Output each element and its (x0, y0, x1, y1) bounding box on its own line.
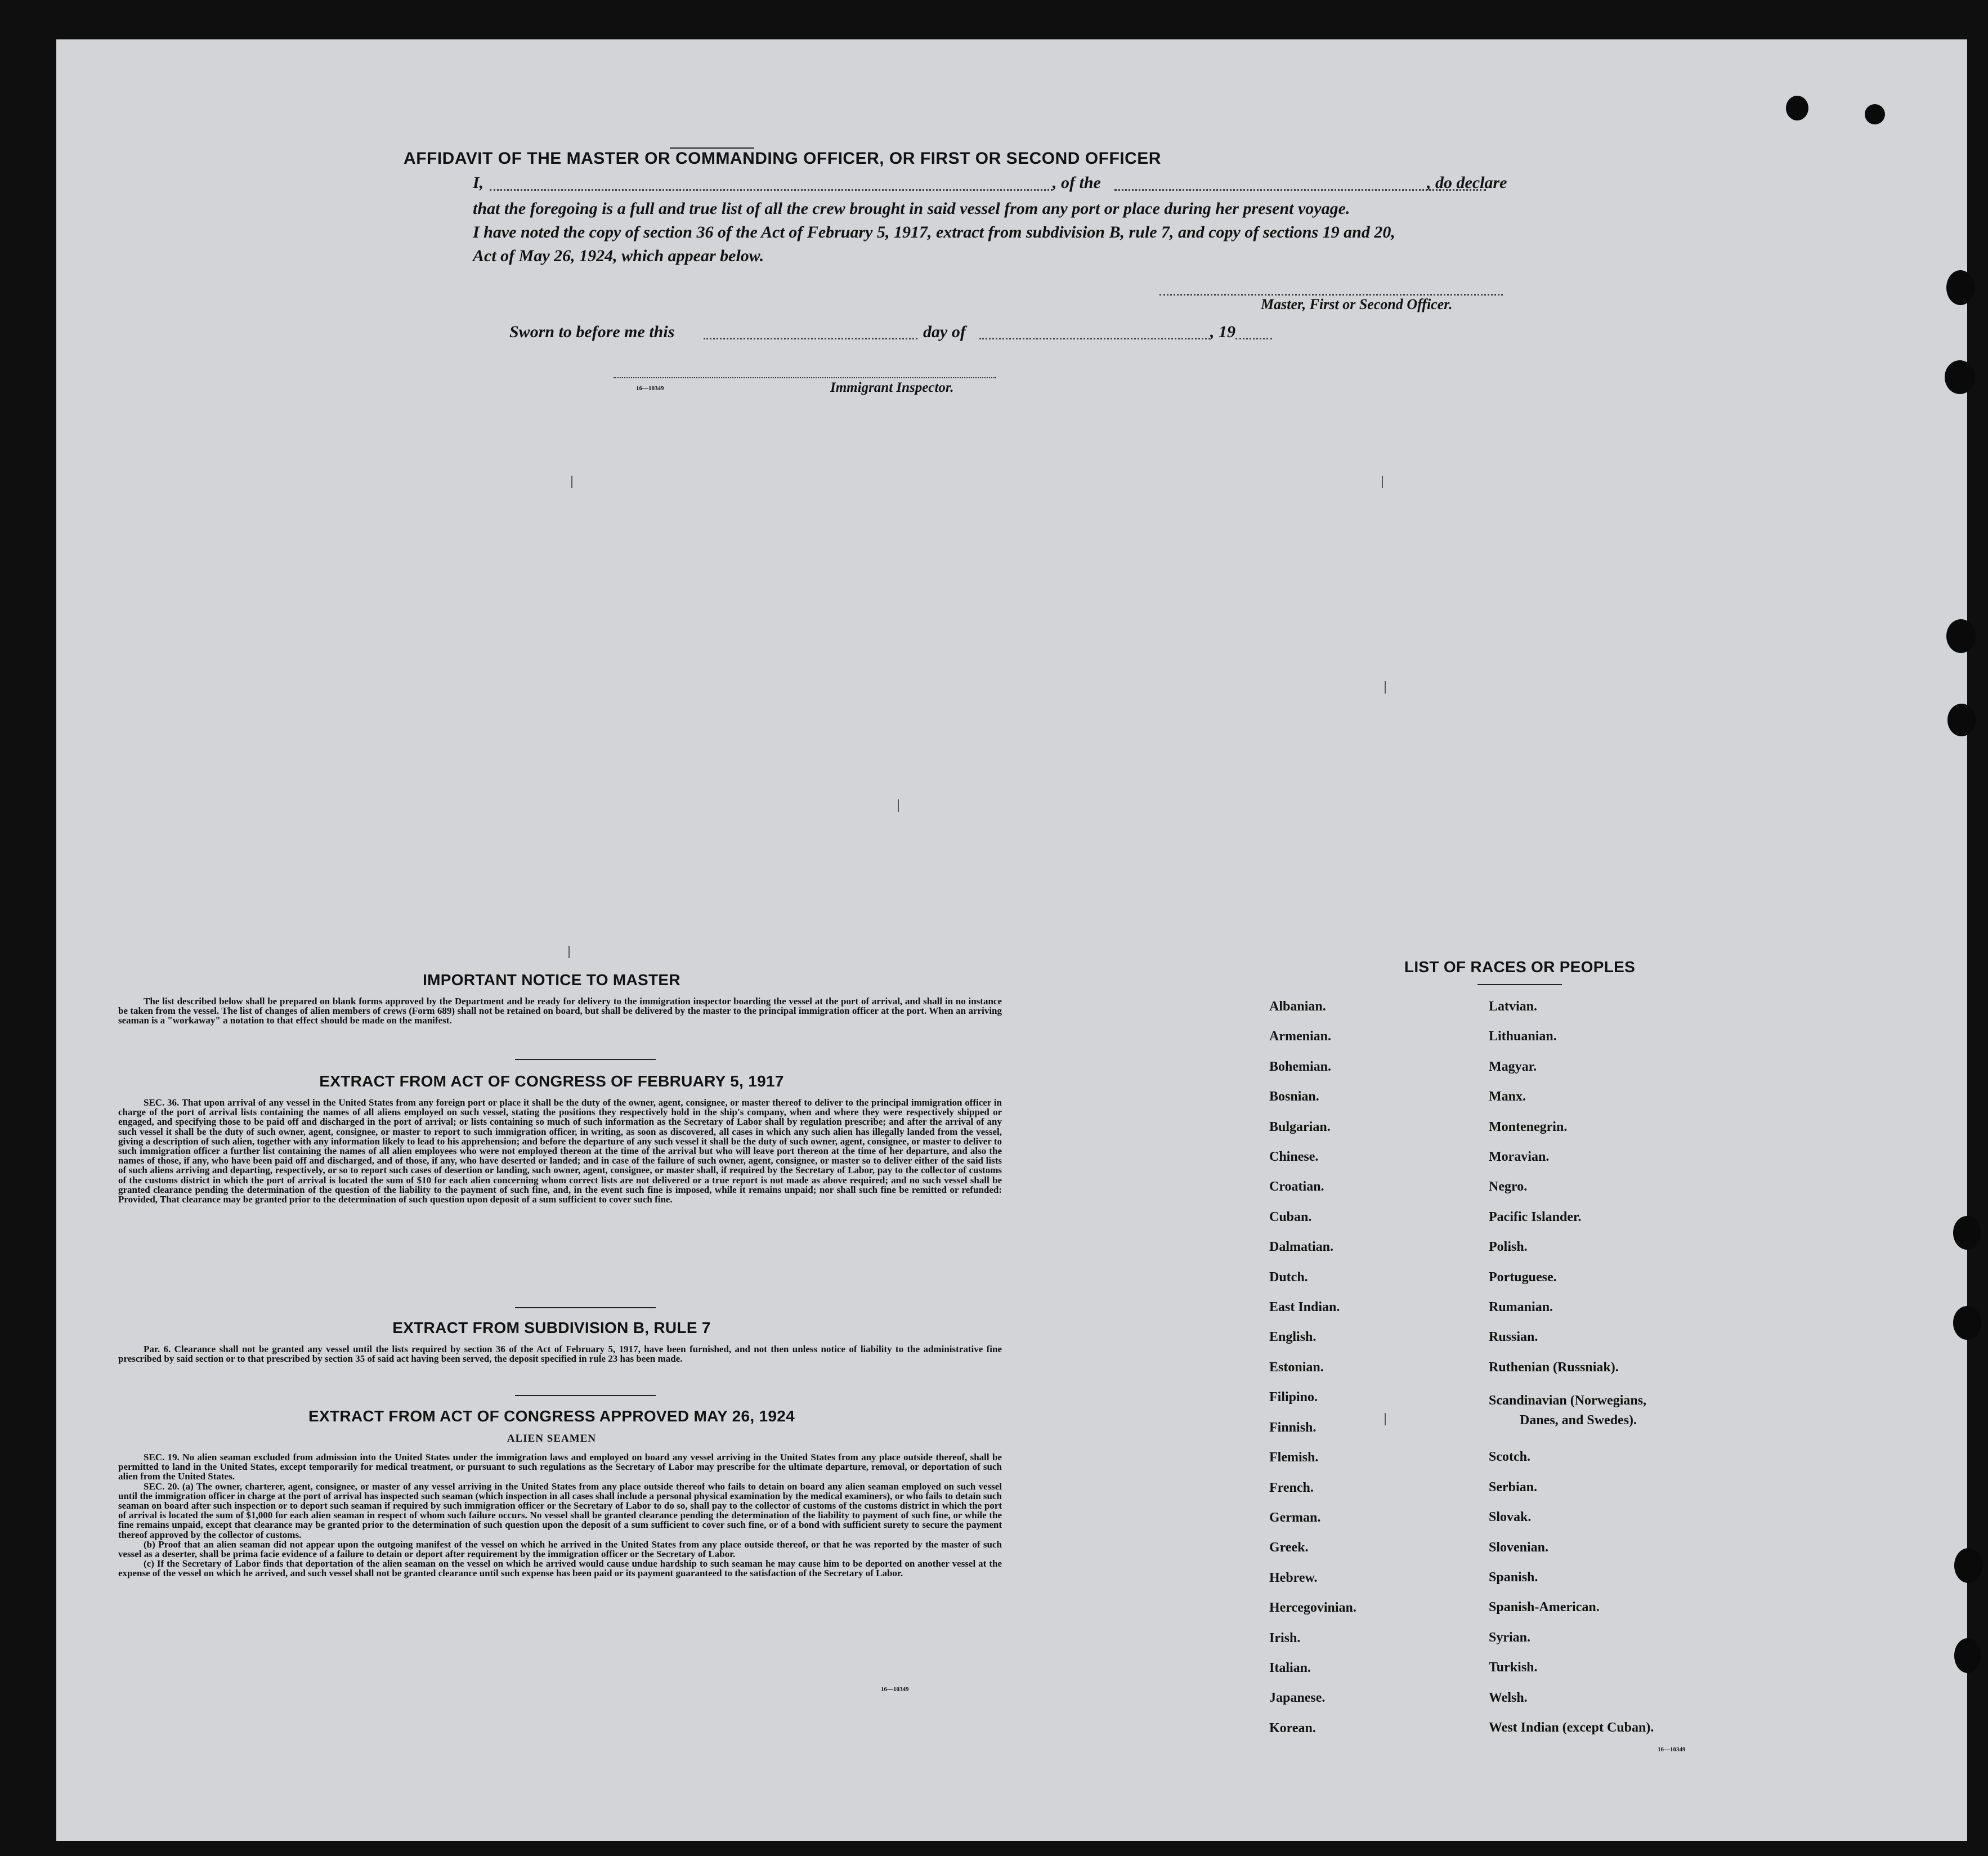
extract-form-code: 16—10349 (881, 1686, 909, 1693)
affidavit-i-label: I, (473, 173, 484, 192)
races-form-code: 16—10349 (1658, 1746, 1686, 1753)
race-item: Dutch. (1269, 1269, 1308, 1285)
declaration-line-3: Act of May 26, 1924, which appear below. (473, 247, 764, 265)
race-item: Polish. (1489, 1240, 1528, 1255)
fold-mark (571, 476, 572, 488)
race-item: Dalmatian. (1269, 1240, 1333, 1255)
race-item: Armenian. (1269, 1029, 1331, 1044)
race-item: Croatian. (1269, 1179, 1324, 1195)
master-signature-field[interactable] (1159, 294, 1503, 296)
fold-mark (1385, 1413, 1386, 1425)
punch-hole (1946, 619, 1976, 653)
inspector-label: Immigrant Inspector. (830, 380, 954, 395)
race-item: Ruthenian (Russniak). (1489, 1359, 1619, 1375)
race-item: German. (1269, 1510, 1321, 1525)
race-item: Italian. (1269, 1660, 1311, 1675)
race-item: Rumanian. (1489, 1300, 1553, 1315)
race-item: Cuban. (1269, 1209, 1312, 1224)
race-item: East Indian. (1269, 1300, 1340, 1315)
race-item: Negro. (1489, 1179, 1528, 1195)
affidavit-title: AFFIDAVIT OF THE MASTER OR COMMANDING OFFICER, OR FIRST OR SECOND OFFICER (404, 149, 1161, 168)
title-underline (670, 147, 754, 149)
race-item: Turkish. (1489, 1660, 1538, 1675)
race-item: Serbian. (1489, 1479, 1538, 1495)
sworn-year-field[interactable] (1235, 338, 1272, 339)
punch-hole (1786, 96, 1808, 120)
races-title: LIST OF RACES OR PEOPLES (1404, 958, 1636, 976)
race-item: Latvian. (1489, 999, 1538, 1014)
notice-title: IMPORTANT NOTICE TO MASTER (423, 971, 680, 989)
race-item: Moravian. (1489, 1150, 1550, 1165)
sec20a-text: SEC. 20. (a) The owner, charterer, agent, consignee, or master of any vessel arriving in the United States from any place outside thereof who fails to detain on board any alien seaman employed on such vessel until the immigration officer in charge at the port of arrival has inspected such seaman (which inspection in all cases shall include a personal physical examination by the medical examiners), or who fails to detain such seaman on board after such inspection or to deport such seaman if required by such immigration officer or the Secretary of Labor to do so, shall pay to the collector of customs of the customs district in which the port of arrival is located the sum of $1,000 for each alien seaman in respect of whom such failure occurs. No vessel shall be granted clearance pending the determination of the liability to payment of such fine, or while the fine remains unpaid, except that clearance may be granted prior to the determination of such question upon the deposit of a sum sufficient to cover such fine, or of a bond with sufficient surety to secure the payment thereof approved by the collector of customs. (118, 1481, 1002, 1540)
extract-1917-text-block (118, 1098, 1002, 1204)
notice-text-block (118, 996, 1002, 1026)
extract-1924-subtitle: ALIEN SEAMEN (507, 1433, 597, 1444)
race-item: Korean. (1269, 1720, 1316, 1736)
sec19-text: SEC. 19. No alien seaman excluded from admission into the United States under the immigration laws and employed on board any vessel arriving in the United States from any place outside thereof, shall be permitted to land in the United States, except temporarily for medical treatment, or pursuant to such regulations as the Secretary of Labor may prescribe for the ultimate departure, removal, or deportation of such alien from the United States. (118, 1452, 1002, 1482)
race-item: Pacific Islander. (1489, 1209, 1582, 1224)
race-item: Scandinavian (Norwegians, (1489, 1393, 1647, 1408)
declaration-line-2: I have noted the copy of section 36 of the Act of February 5, 1917, extract from subdivision B, rule 7, and copy of sections 19 and 20, (473, 223, 1395, 241)
fold-mark (568, 946, 570, 958)
race-item: Lithuanian. (1489, 1029, 1557, 1044)
punch-hole (1953, 1306, 1981, 1340)
race-item: Syrian. (1489, 1630, 1531, 1645)
race-item: Magyar. (1489, 1059, 1537, 1074)
race-item: Spanish. (1489, 1569, 1538, 1585)
race-item: Russian. (1489, 1330, 1538, 1345)
races-right-column (1489, 992, 1654, 1743)
affidavit-of-the-label: , of the (1053, 173, 1101, 192)
divider (515, 1395, 656, 1396)
sworn-month-field[interactable] (979, 338, 1210, 339)
race-item: Bohemian. (1269, 1059, 1332, 1074)
race-item: Albanian. (1269, 999, 1326, 1014)
race-item: Spanish-American. (1489, 1600, 1600, 1615)
affidavit-do-declare-label: , do declare (1427, 173, 1507, 192)
punch-hole (1946, 270, 1974, 305)
race-item: Bulgarian. (1269, 1119, 1331, 1134)
race-item: Filipino. (1269, 1390, 1318, 1405)
divider (515, 1059, 656, 1060)
race-item: Finnish. (1269, 1420, 1317, 1435)
punch-hole (1865, 104, 1885, 124)
race-item: Slovenian. (1489, 1540, 1549, 1555)
sec20b-text: (b) Proof that an alien seaman did not appear upon the outgoing manifest of the vessel on which he arrived in the United States from any place outside thereof, or that he was reported by the master of such vessel as a deserter, shall be prima facie evidence of a failure to detain or deport after requirement by the immigration officer or the Secretary of Labor. (118, 1539, 1002, 1560)
punch-hole (1945, 360, 1975, 394)
affidavit-form-code: 16—10349 (636, 385, 664, 392)
race-item: Flemish. (1269, 1450, 1319, 1465)
punch-hole (1953, 1216, 1981, 1250)
extract-1917-text: SEC. 36. That upon arrival of any vessel in the United States from any foreign port or place it shall be the duty of the owner, agent, consignee, or master thereof to deliver to the principal immigration officer in charge of the port of arrival lists containing the names of all aliens employed on such vessel, stating the positions they respectively hold in the ship's company, when and where they were respectively shipped or engaged, and specifying those to be paid off and discharged in the port of arrival; or lists containing so much of such information as the Secretary of Labor shall by regulation prescribe; and after the arrival of any such vessel it shall be the duty of such owner, agent, consignee, or master to report to such immigration officer, in writing, as soon as discovered, all cases in which any such alien has illegally landed from the vessel, giving a description of such alien, together with any information likely to lead to his apprehension; and before the departure of any such vessel it shall be the duty of such owner, agent, consignee, or master to deliver to such immigration officer a further list containing the names of all alien employees who were not employed thereon at the time of the arrival but who will leave port thereon at the time of her departure, and also the names of those, if any, who have been paid off and discharged, and of those, if any, who have deserted or landed; and in case of the failure of such owner, agent, consignee, or master so to deliver either of the said lists of such aliens arriving and departing, respectively, or so to report such cases of desertion or landing, such owner, agent, consignee, or master shall, if required by the Secretary of Labor, pay to the collector of customs of the customs district in which the port of arrival is located the sum of $10 for each alien concerning whom correct lists are not delivered or a true report is not made as above required; and no such vessel shall be granted clearance pending the determination of the question of the liability to the payment of such fine, and, in the event such fine is imposed, while it remains unpaid; nor shall such fine be remitted or refunded: Provided, That clearance may be granted prior to the determination of such question upon deposit of a sum sufficient to cover such fine. (118, 1097, 1002, 1205)
punch-hole (1954, 1638, 1981, 1673)
year-label: , 19 (1210, 323, 1235, 341)
races-title-underline (1477, 984, 1562, 985)
races-left-column (1269, 992, 1356, 1743)
sworn-day-field[interactable] (704, 338, 917, 339)
extract-rule7-title: EXTRACT FROM SUBDIVISION B, RULE 7 (392, 1319, 711, 1336)
day-of-label: day of (923, 323, 966, 341)
race-item: Estonian. (1269, 1359, 1324, 1375)
declaration-line-1: that the foregoing is a full and true list of all the crew brought in said vessel from any port or place during her present voyage. (473, 199, 1350, 218)
punch-hole (1954, 1548, 1982, 1583)
extract-1917-title: EXTRACT FROM ACT OF CONGRESS OF FEBRUARY 5, 1917 (319, 1072, 784, 1090)
sworn-label: Sworn to before me this (509, 323, 675, 341)
extract-rule7-text-block (118, 1344, 1002, 1363)
form-page (56, 39, 1967, 1841)
race-item: Chinese. (1269, 1150, 1319, 1165)
race-item: Hebrew. (1269, 1570, 1318, 1585)
race-item: Scotch. (1489, 1450, 1530, 1465)
race-item: Japanese. (1269, 1690, 1326, 1706)
fold-mark (1385, 681, 1386, 694)
race-item: English. (1269, 1330, 1317, 1345)
master-signature-label: Master, First or Second Officer. (1261, 296, 1453, 312)
race-item: Greek. (1269, 1540, 1309, 1555)
divider (515, 1307, 656, 1308)
name-field[interactable] (490, 189, 1053, 191)
sec20c-text: (c) If the Secretary of Labor finds that deportation of the alien seaman on the vessel on which he arrived would cause undue hardship to such seaman he may cause him to be deported on another vessel at the expense of the vessel on which he arrived, and such vessel shall not be granted clearance until such expense has been paid or its payment guaranteed to the satisfaction of the Secretary of Labor. (118, 1558, 1002, 1579)
race-item: Slovak. (1489, 1510, 1532, 1525)
fold-mark (898, 799, 899, 812)
extract-1924-title: EXTRACT FROM ACT OF CONGRESS APPROVED MAY 26, 1924 (308, 1407, 795, 1425)
race-item: Manx. (1489, 1089, 1526, 1104)
punch-hole (1947, 704, 1976, 736)
race-item: Irish. (1269, 1630, 1301, 1645)
race-item: French. (1269, 1480, 1314, 1495)
race-item: Hercegovinian. (1269, 1600, 1356, 1616)
race-item: Bosnian. (1269, 1089, 1319, 1104)
inspector-signature-line[interactable] (614, 377, 996, 378)
race-item: Montenegrin. (1489, 1119, 1568, 1134)
race-item: Danes, and Swedes). (1520, 1413, 1637, 1428)
fold-mark (1382, 476, 1383, 488)
race-item: Portuguese. (1489, 1269, 1557, 1285)
race-item: Welsh. (1489, 1690, 1528, 1705)
extract-1924-text-block (118, 1452, 1002, 1578)
extract-rule7-text: Par. 6. Clearance shall not be granted any vessel until the lists required by section 36 of the Act of February 5, 1917, have been furnished, and not then unless notice of liability to the administrative fine prescribed by said section or to that prescribed by section 35 of said act having been served, the deposit specified in rule 23 has been made. (118, 1344, 1002, 1365)
notice-text: The list described below shall be prepared on blank forms approved by the Department and be ready for delivery to the immigration inspector boarding the vessel at the port of arrival, and shall in no instance be taken from the vessel. The list of changes of alien members of crews (Form 689) shall not be retained on board, but shall be delivered by the master to the principal immigration officer at the port. When an arriving seaman is a "workaway" a notation to that effect should be made on the manifest. (118, 996, 1002, 1026)
race-item: West Indian (except Cuban). (1489, 1720, 1654, 1735)
